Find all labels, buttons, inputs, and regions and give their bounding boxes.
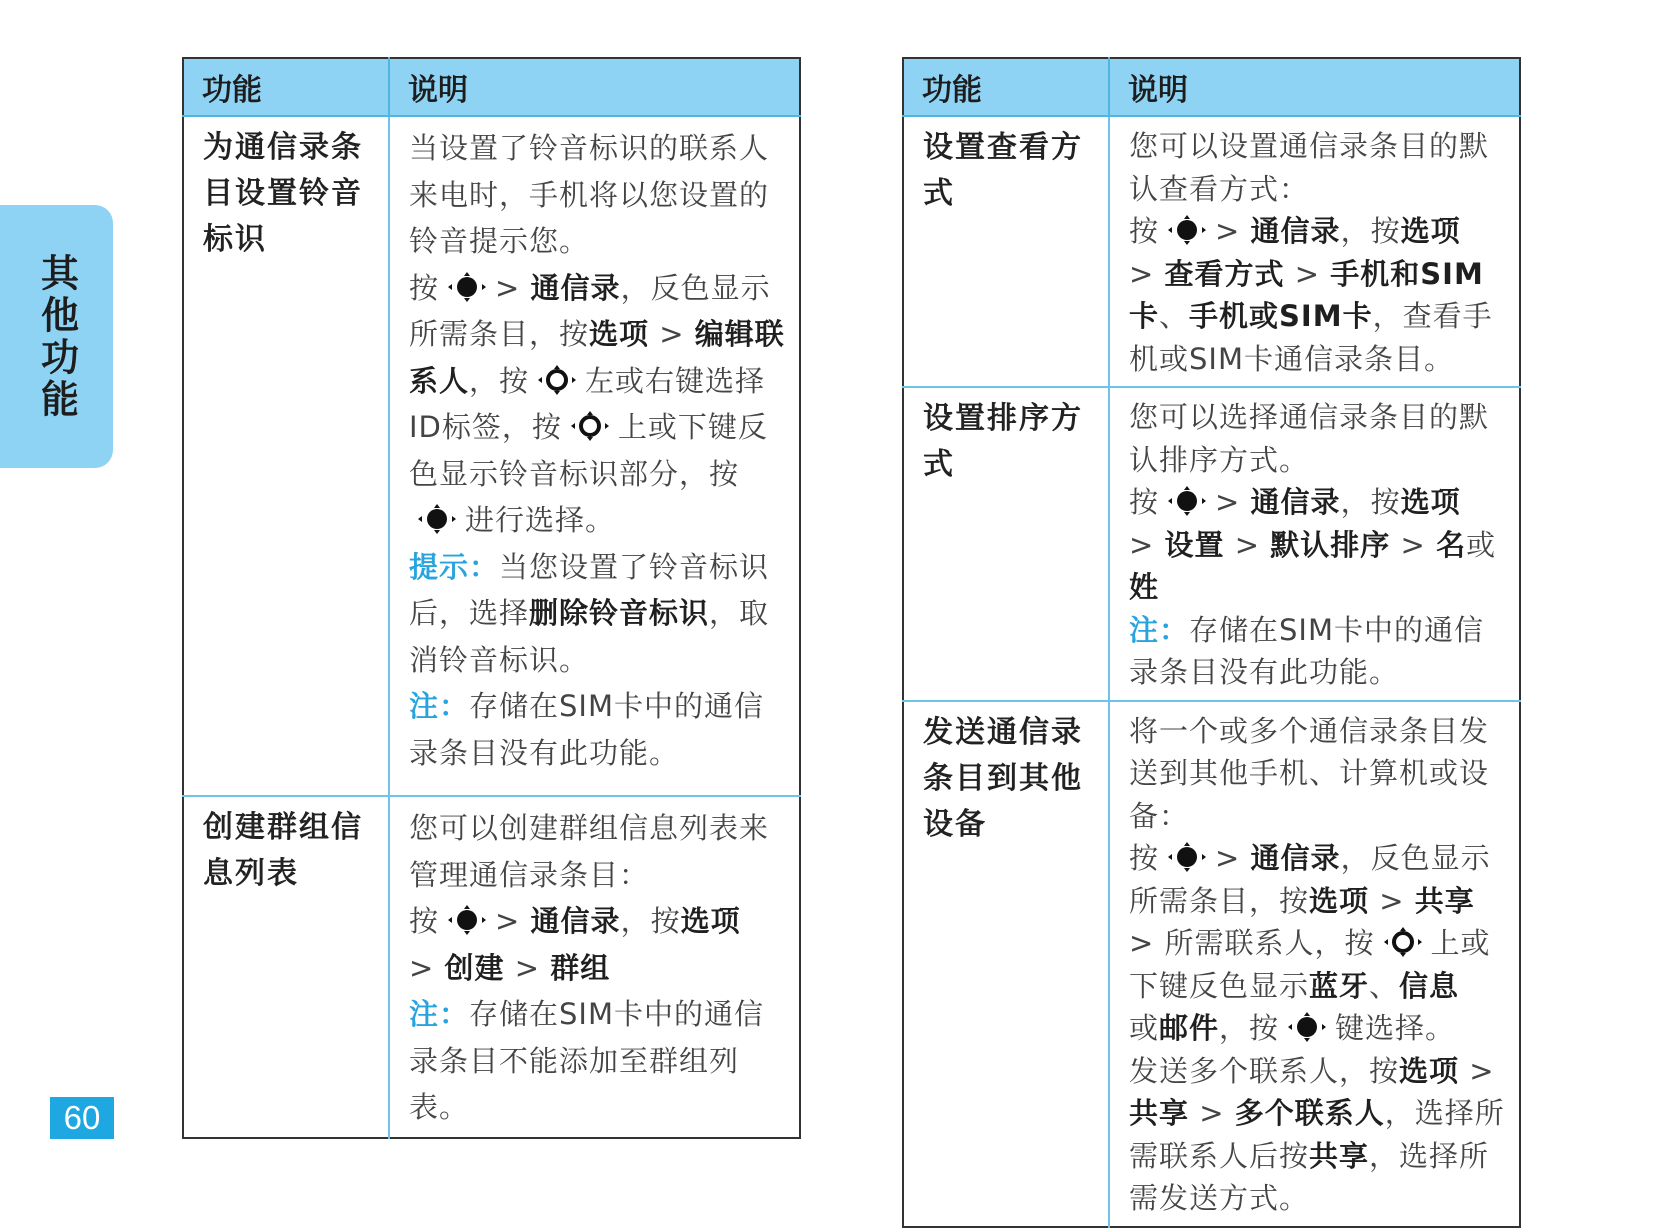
- table-row: [903, 116, 1520, 387]
- note-label: 注：: [409, 689, 470, 723]
- function-description: [389, 796, 800, 1138]
- note-label: 注：: [1129, 612, 1190, 647]
- desc-steps: 按 > 通信录，按选项 > 查看方式 > 手机和SIM卡、手机或SIM卡，查看手机或SIM卡通信录条目。: [1129, 214, 1493, 376]
- desc-intro: 当设置了铃音标识的联系人来电时，手机将以您设置的铃音提示您。: [409, 131, 770, 258]
- table-row: [903, 701, 1520, 1227]
- table-row: [183, 796, 800, 1138]
- nav-key-icon: [1165, 842, 1209, 872]
- header-description: 说明: [1109, 58, 1520, 116]
- function-description: [1109, 387, 1520, 701]
- function-name: 设置排序方式: [923, 401, 1083, 482]
- desc-intro: 您可以设置通信录条目的默认查看方式：: [1129, 129, 1490, 206]
- nav-key-icon: [445, 272, 489, 302]
- nav-key-icon: [1165, 215, 1209, 245]
- desc-tip: 提示：当您设置了铃音标识后，选择删除铃音标识，取消铃音标识。: [409, 549, 770, 677]
- function-name: 创建群组信息列表: [203, 810, 363, 891]
- desc-intro: 您可以选择通信录条目的默认排序方式。: [1129, 400, 1490, 477]
- desc-note: 注：存储在SIM卡中的通信录条目不能添加至群组列表。: [409, 997, 764, 1124]
- nav-key-icon: [445, 905, 489, 935]
- page-number: 60: [50, 1097, 114, 1139]
- desc-intro: 您可以创建群组信息列表来管理通信录条目：: [409, 811, 770, 892]
- function-description: [1109, 116, 1520, 387]
- table-row: [903, 387, 1520, 701]
- nav-ring-icon: [1381, 927, 1425, 957]
- desc-steps: 按 > 通信录，按选项 > 创建 > 群组: [409, 904, 741, 985]
- header-description: 说明: [389, 58, 800, 116]
- side-chapter-tab: [0, 205, 113, 468]
- table-header-row: [183, 58, 800, 116]
- desc-intro: 将一个或多个通信录条目发送到其他手机、计算机或设备：: [1129, 713, 1490, 833]
- nav-key-icon: [1165, 486, 1209, 516]
- nav-ring-icon: [535, 365, 579, 395]
- header-function: 功能: [903, 58, 1109, 116]
- right-function-table: [902, 57, 1521, 1228]
- nav-key-icon: [1285, 1012, 1329, 1042]
- header-function: 功能: [183, 58, 389, 116]
- desc-steps: 按 > 通信录，按选项 > 设置 > 默认排序 > 名或姓: [1129, 485, 1497, 604]
- function-name: 发送通信录条目到其他设备: [923, 714, 1083, 842]
- function-description: [1109, 701, 1520, 1227]
- left-function-table: [182, 57, 801, 1139]
- table-header-row: [903, 58, 1520, 116]
- function-name: 设置查看方式: [923, 130, 1083, 211]
- desc-steps-multi: 发送多个联系人，按选项 > 共享 > 多个联系人，选择所需联系人后按共享，选择所需发送方式。: [1129, 1053, 1505, 1215]
- nav-key-icon: [415, 504, 459, 534]
- desc-steps: 按 > 通信录，反色显示所需条目，按选项 > 共享 > 所需联系人，按 上或下键反色显示蓝牙、信息 或邮件，按 键选择。: [1129, 841, 1491, 1045]
- tip-label: 提示：: [409, 549, 500, 584]
- function-name: 为通信录条目设置铃音标识: [203, 130, 363, 257]
- function-description: [389, 116, 800, 796]
- nav-ring-icon: [568, 411, 612, 441]
- desc-note: 注：存储在SIM卡中的通信录条目没有此功能。: [1129, 612, 1484, 689]
- note-label: 注：: [409, 997, 470, 1031]
- table-row: [183, 116, 800, 796]
- side-chapter-label: 其他功能: [34, 252, 79, 421]
- desc-note: 注：存储在SIM卡中的通信录条目没有此功能。: [409, 689, 764, 770]
- desc-steps: 按 > 通信录，反色显示所需条目，按选项 > 编辑联系人，按 左或右键选择ID标签，按 上或下键反色显示铃音标识部分，按进行选择。: [409, 270, 785, 537]
